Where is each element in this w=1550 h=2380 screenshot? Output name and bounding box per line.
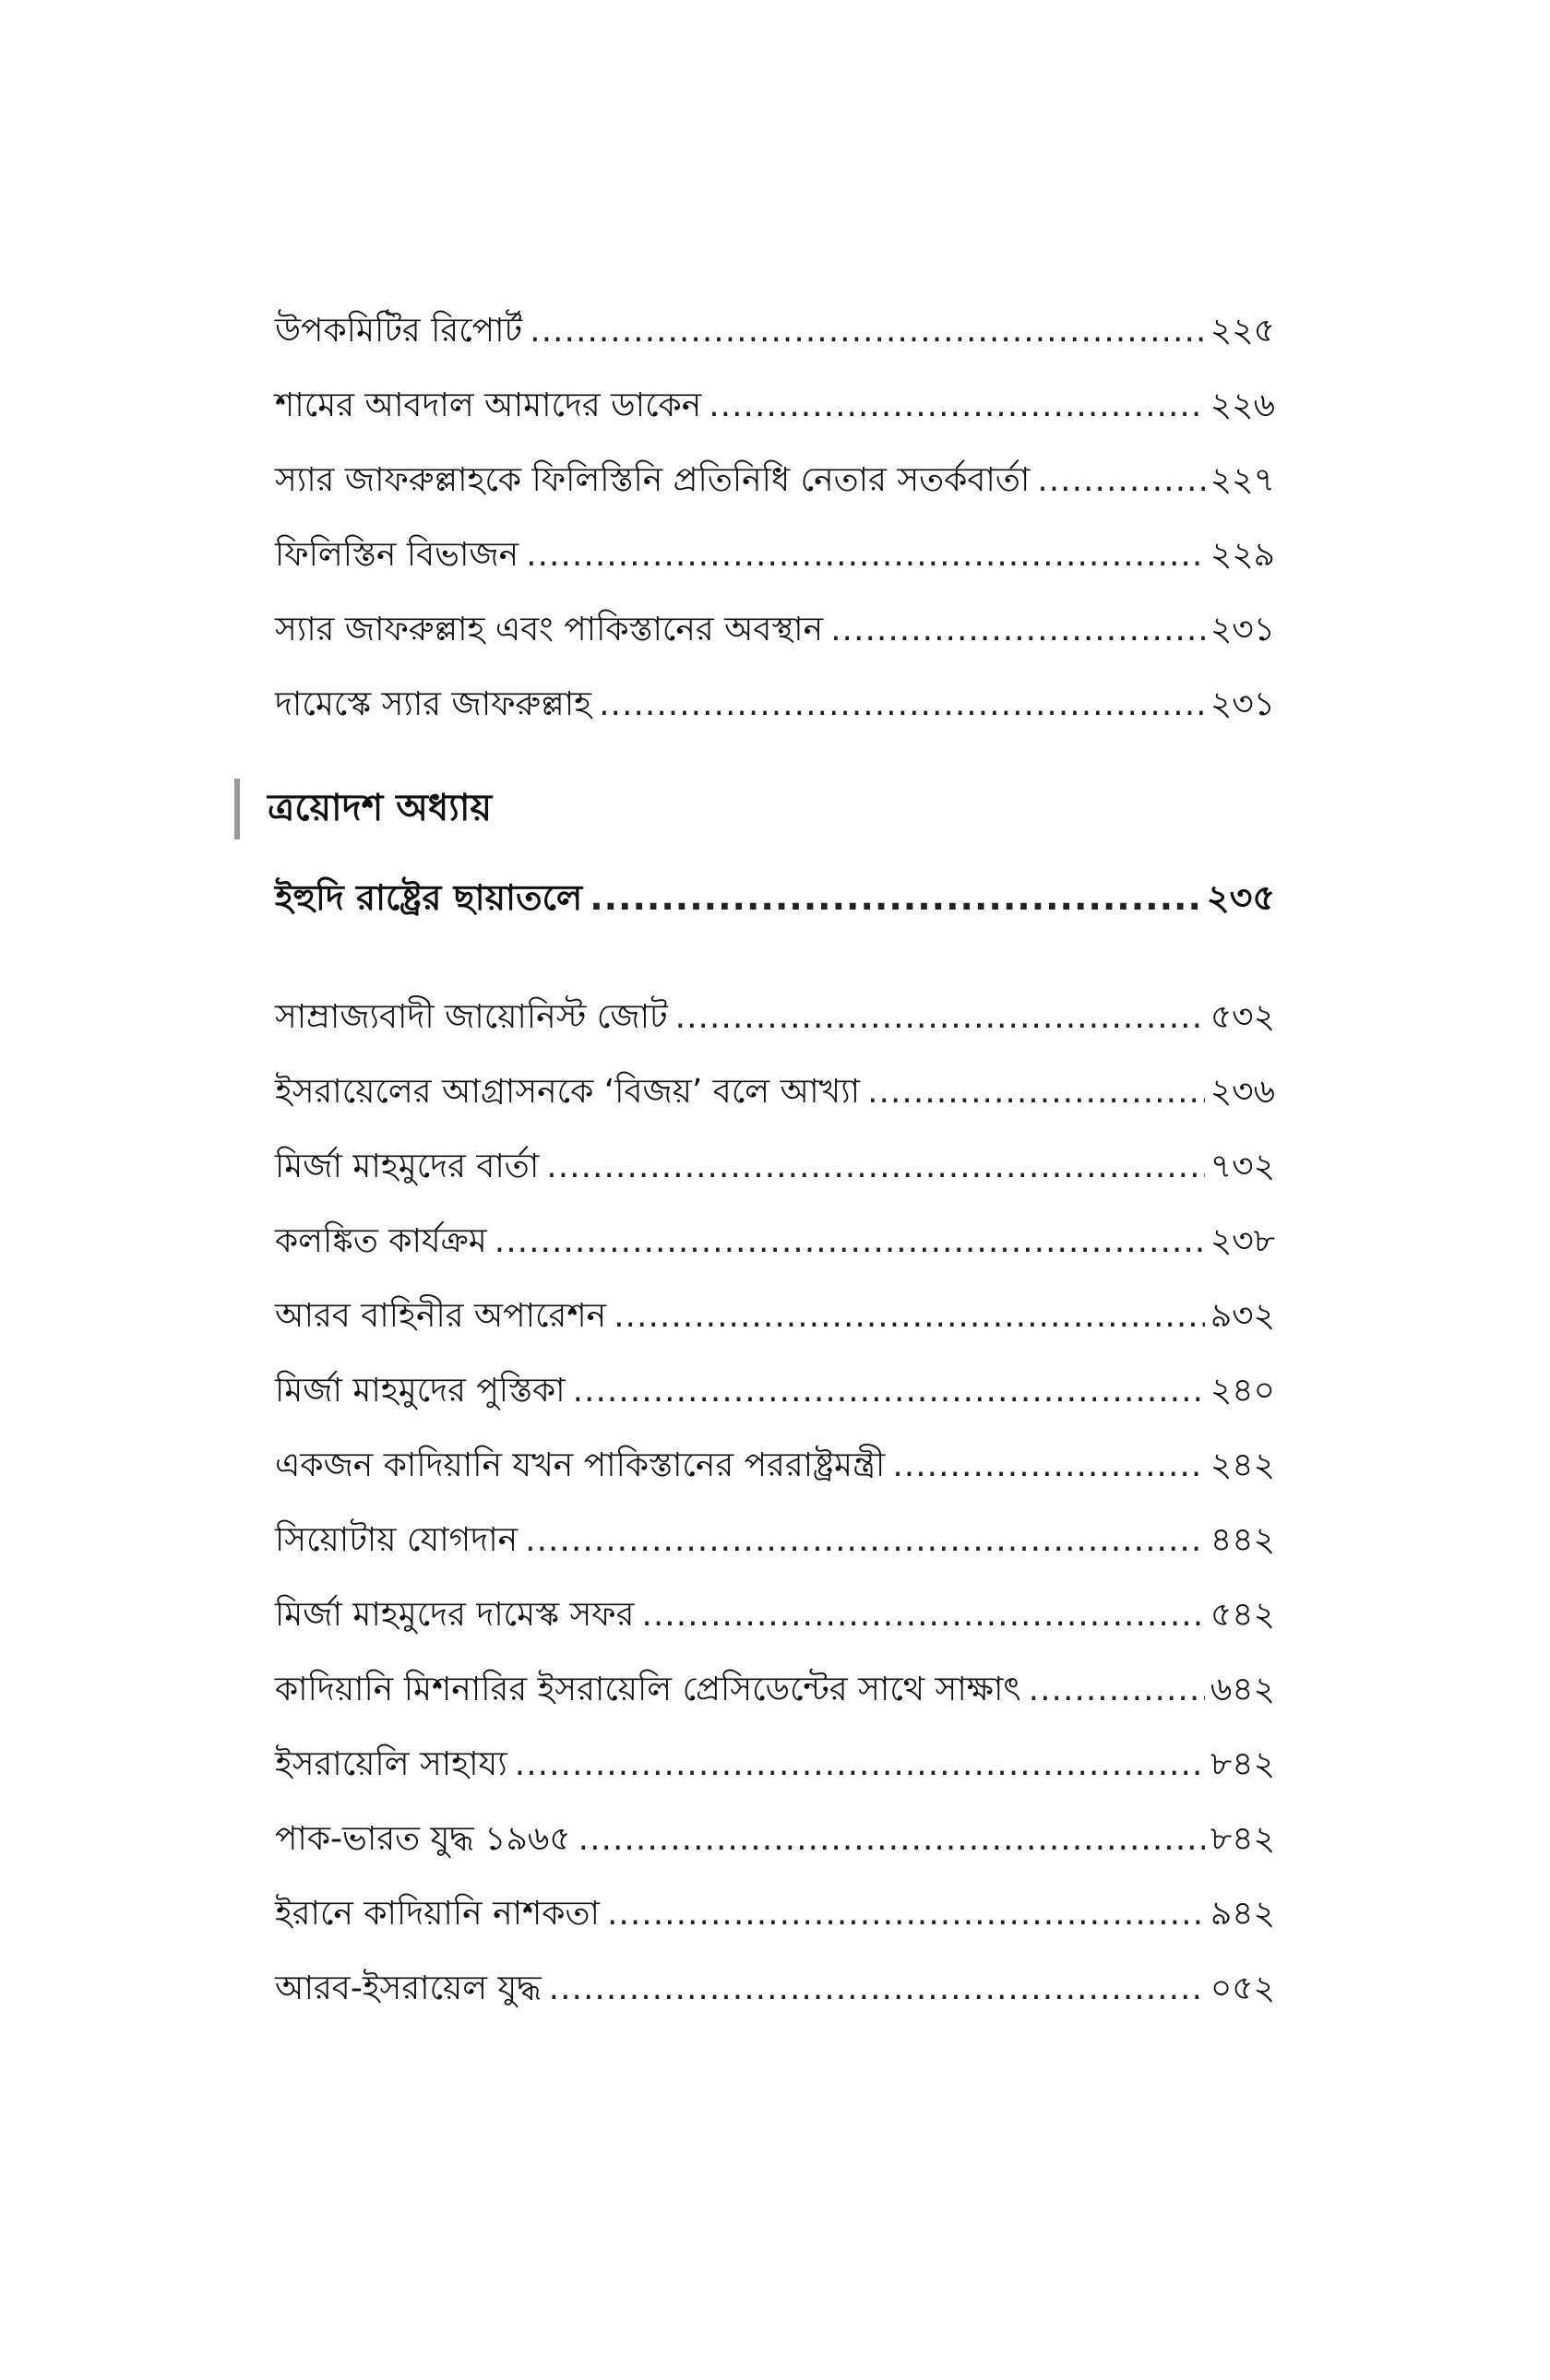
- dot-leader: [1029, 1652, 1205, 1727]
- section-page: ২৩৫: [1206, 877, 1275, 918]
- dot-leader: [867, 1054, 1205, 1129]
- toc-entry: [275, 1279, 1275, 1353]
- toc-entry: [275, 667, 1275, 742]
- toc-entry: [275, 980, 1275, 1054]
- toc-entry: [275, 1503, 1275, 1577]
- toc-entry-page: ২৪০: [1210, 1372, 1275, 1410]
- toc-entry-title: ইসরায়েলি সাহায্য: [275, 1745, 507, 1783]
- dot-leader: [607, 1876, 1205, 1951]
- toc-entry-page: ২২৫: [1210, 312, 1275, 350]
- chapter-heading: [234, 777, 492, 841]
- dot-leader: [675, 980, 1205, 1054]
- toc-entry-title: আরব-ইসরায়েল যুদ্ধ: [275, 1969, 542, 2007]
- toc-entry: [275, 1802, 1275, 1876]
- toc-entry-title: কলঙ্কিত কার্যক্রম: [275, 1222, 487, 1260]
- toc-entry: [275, 1054, 1275, 1129]
- toc-entry-title: ইসরায়েলের আগ্রাসনকে ‘বিজয়’ বলে আখ্যা: [275, 1073, 861, 1111]
- dot-leader: [830, 592, 1205, 667]
- dot-leader: [641, 1577, 1204, 1652]
- toc-entry-page: ৫৪২: [1210, 1596, 1275, 1634]
- toc-entry-title: মির্জা মাহমুদের বার্তা: [275, 1148, 540, 1185]
- dot-leader: [546, 1129, 1205, 1204]
- toc-entry-title: উপকমিটির রিপোর্ট: [275, 312, 523, 350]
- toc-entry-title: পাক-ভারত যুদ্ধ ১৯৬৫: [275, 1820, 571, 1858]
- toc-list-top: [275, 293, 1275, 742]
- toc-entry: [275, 518, 1275, 592]
- dot-leader: [526, 518, 1205, 592]
- chapter-label: ত্রয়োদশ অধ্যায়: [268, 786, 493, 829]
- toc-entry: [275, 1652, 1275, 1727]
- toc-entry-title: সাম্রাজ্যবাদী জায়োনিস্ট জোট: [275, 998, 668, 1036]
- toc-entry: [275, 1204, 1275, 1279]
- toc-entry: [275, 1129, 1275, 1204]
- toc-entry-title: দামেস্কে স্যার জাফরুল্লাহ: [275, 685, 592, 723]
- dot-leader: [578, 1802, 1205, 1876]
- toc-entry: [275, 1353, 1275, 1428]
- toc-entry-title: মির্জা মাহমুদের পুস্তিকা: [275, 1372, 566, 1410]
- chapter-marker-bar: [234, 779, 240, 839]
- toc-entry-page: ৫৩২: [1210, 998, 1275, 1036]
- toc-entry: [275, 1876, 1275, 1951]
- dot-leader: [549, 1951, 1205, 2026]
- dot-leader: [573, 1353, 1205, 1428]
- dot-leader: [614, 1279, 1205, 1353]
- toc-entry-title: আরব বাহিনীর অপারেশন: [275, 1297, 607, 1335]
- toc-entry-title: একজন কাদিয়ানি যখন পাকিস্তানের পররাষ্ট্রমন্ত্রী: [275, 1446, 886, 1484]
- toc-entry-title: স্যার জাফরুল্লাহকে ফিলিস্তিনি প্রতিনিধি নেতার সতর্কবার্তা: [275, 461, 1031, 499]
- toc-entry-page: ২৩১: [1210, 685, 1275, 723]
- dot-leader: [892, 1428, 1204, 1503]
- dot-leader: [709, 368, 1205, 443]
- toc-entry-page: ০৫২: [1210, 1969, 1275, 2007]
- toc-entry-title: ফিলিস্তিন বিভাজন: [275, 536, 519, 574]
- toc-entry: [275, 293, 1275, 368]
- toc-entry-page: ২৩৬: [1210, 1073, 1275, 1111]
- toc-entry-page: ২৩১: [1210, 611, 1275, 649]
- toc-entry-title: স্যার জাফরুল্লাহ এবং পাকিস্তানের অবস্থান: [275, 611, 824, 649]
- toc-entry: [275, 1951, 1275, 2026]
- toc-entry: [275, 1577, 1275, 1652]
- toc-entry: [275, 368, 1275, 443]
- toc-entry-page: ৯৩২: [1210, 1297, 1275, 1335]
- dot-leader: [515, 1727, 1205, 1802]
- toc-entry: [275, 443, 1275, 518]
- toc-entry-page: ২২৬: [1210, 387, 1275, 424]
- toc-entry-page: ৬৪২: [1210, 1671, 1275, 1708]
- dot-leader: [1037, 443, 1204, 518]
- dot-leader: [590, 877, 1201, 918]
- toc-entry-page: ২৪২: [1210, 1446, 1275, 1484]
- section-entry: [275, 871, 1275, 930]
- toc-entry-title: সিয়োটায় যোগদান: [275, 1521, 519, 1559]
- toc-entry-page: ২৩৮: [1210, 1222, 1275, 1260]
- toc-entry-page: ২২৯: [1210, 536, 1275, 574]
- dot-leader: [495, 1204, 1205, 1279]
- toc-entry-title: কাদিয়ানি মিশনারির ইসরায়েলি প্রেসিডেন্টের সাথে সাক্ষাৎ: [275, 1671, 1021, 1708]
- toc-entry: [275, 1727, 1275, 1802]
- toc-entry-page: ৭৩২: [1210, 1148, 1275, 1185]
- dot-leader: [530, 293, 1205, 368]
- toc-entry-page: ৮৪২: [1210, 1745, 1275, 1783]
- toc-entry-title: ইরানে কাদিয়ানি নাশকতা: [275, 1895, 600, 1933]
- toc-entry: [275, 1428, 1275, 1503]
- section-title: ইহুদি রাষ্ট্রের ছায়াতলে: [275, 877, 583, 918]
- dot-leader: [525, 1503, 1205, 1577]
- toc-entry-page: ৪৪২: [1210, 1521, 1275, 1559]
- dot-leader: [599, 667, 1205, 742]
- toc-entry-page: ৯৪২: [1210, 1895, 1275, 1933]
- toc-entry-page: ৮৪২: [1210, 1820, 1275, 1858]
- toc-entry-title: মির্জা মাহমুদের দামেস্ক সফর: [275, 1596, 635, 1634]
- toc-entry: [275, 592, 1275, 667]
- toc-entry-title: শামের আবদাল আমাদের ডাকেন: [275, 387, 702, 424]
- toc-list-bottom: [275, 980, 1275, 2026]
- toc-entry-page: ২২৭: [1210, 461, 1275, 499]
